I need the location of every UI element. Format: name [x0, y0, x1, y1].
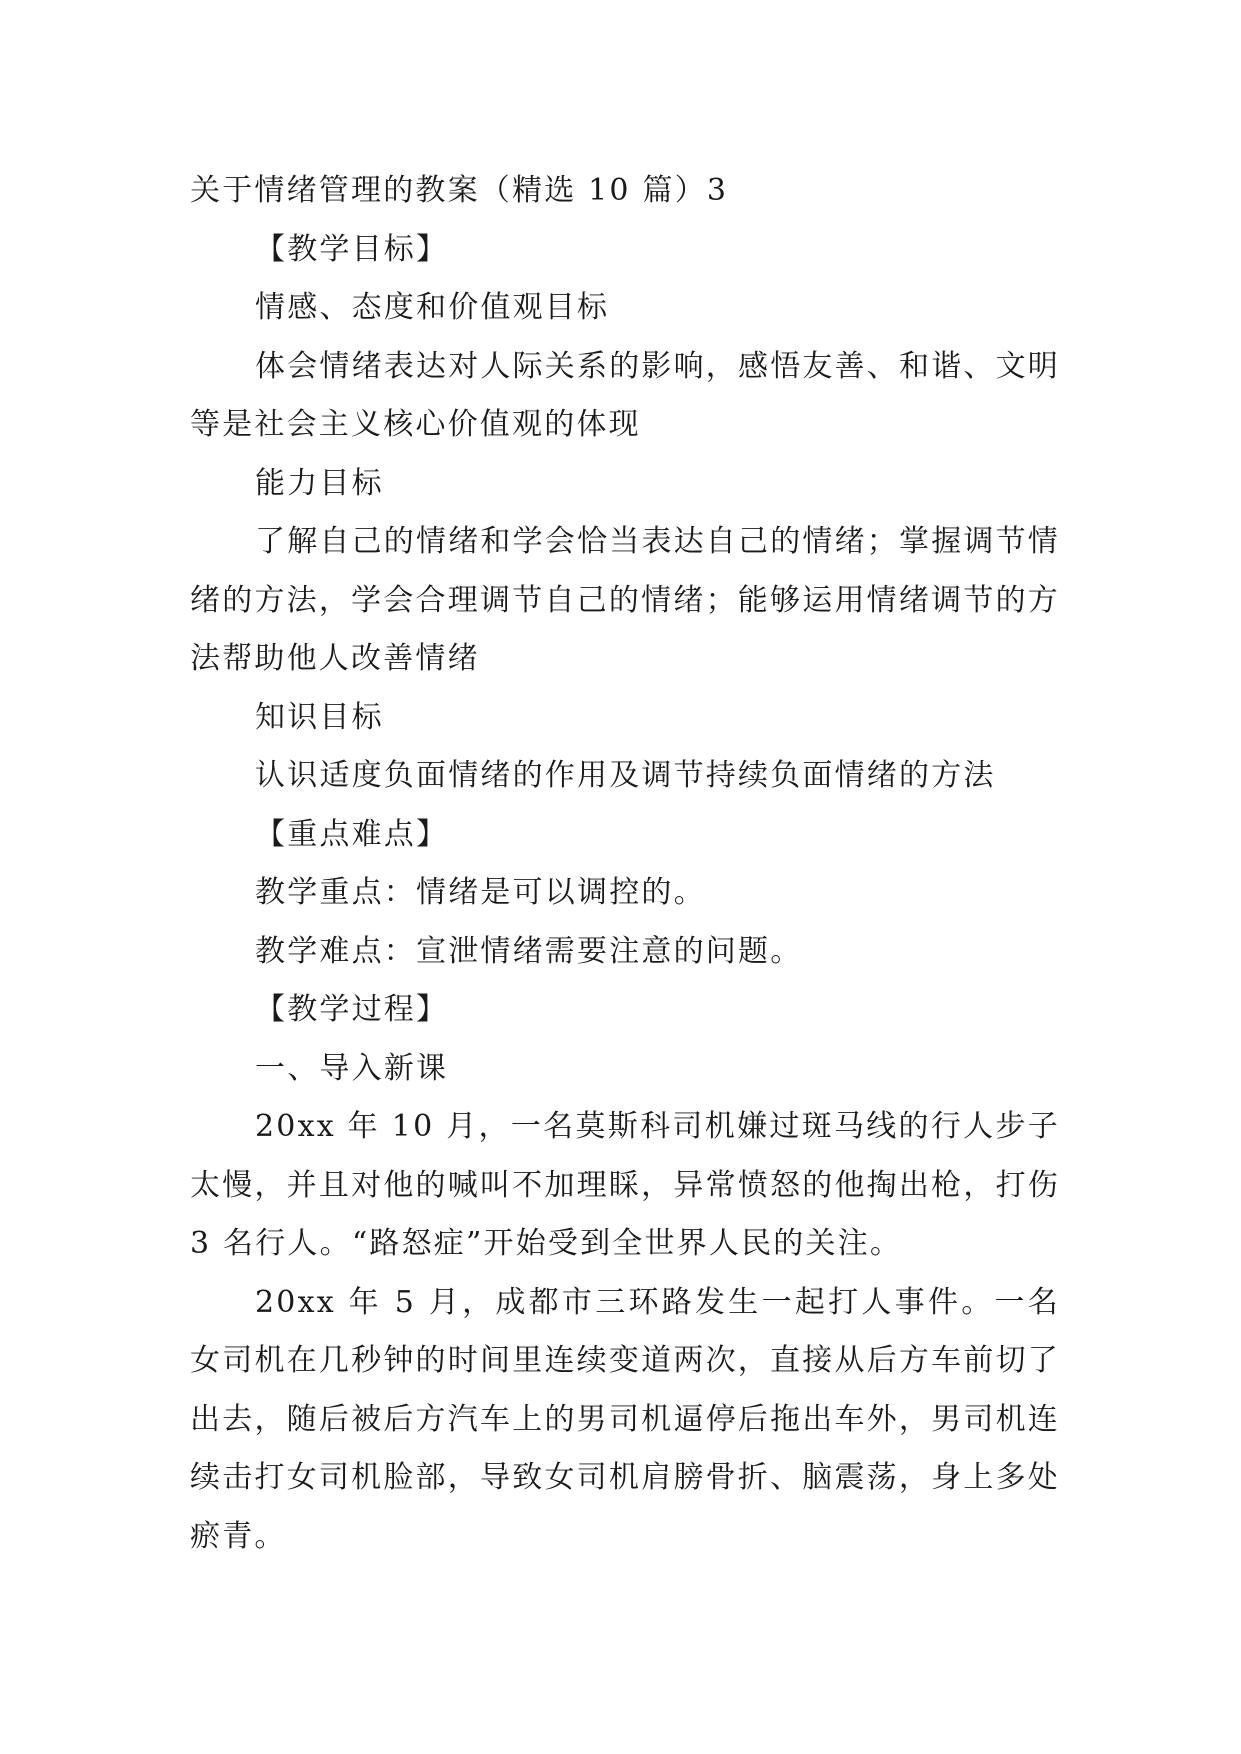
section-heading-teaching-goals: 【教学目标】 — [255, 231, 449, 267]
subheading-knowledge-goals: 知识目标 — [255, 699, 384, 735]
document-title: 关于情绪管理的教案（精选 10 篇）3 — [190, 173, 729, 208]
paragraph: 20xx 年 10 月，一名莫斯科司机嫌过斑马线的行人步子太慢，并且对他的喊叫不加理睬，异常愤怒的他掏出枪，打伤 3 名行人。“路怒症”开始受到全世界人民的关注。 — [190, 1109, 1060, 1261]
paragraph: 教学重点：情绪是可以调控的。 — [255, 875, 706, 910]
paragraph: 体会情绪表达对人际关系的影响，感悟友善、和谐、文明等是社会主义核心价值观的体现 — [190, 348, 1060, 442]
document-body — [190, 162, 1060, 1566]
section-heading-key-difficulties: 【重点难点】 — [255, 816, 449, 852]
section-heading-teaching-process: 【教学过程】 — [255, 992, 449, 1027]
paragraph: 认识适度负面情绪的作用及调节持续负面情绪的方法 — [255, 758, 996, 793]
subheading-emotion-attitude-values: 情感、态度和价值观目标 — [255, 290, 610, 325]
subheading-introduction: 一、导入新课 — [255, 1050, 449, 1086]
paragraph: 教学难点：宣泄情绪需要注意的问题。 — [255, 933, 803, 969]
subheading-ability-goals: 能力目标 — [255, 465, 384, 501]
paragraph: 了解自己的情绪和学会恰当表达自己的情绪；掌握调节情绪的方法，学会合理调节自己的情绪；能够运用情绪调节的方法帮助他人改善情绪 — [190, 524, 1060, 676]
paragraph: 20xx 年 5 月，成都市三环路发生一起打人事件。一名女司机在几秒钟的时间里连续变道两次，直接从后方车前切了出去，随后被后方汽车上的男司机逼停后拖出车外，男司机连续击打女司机脸部，导致女司机肩膀骨折、脑震荡，身上多处瘀青。 — [190, 1284, 1060, 1554]
